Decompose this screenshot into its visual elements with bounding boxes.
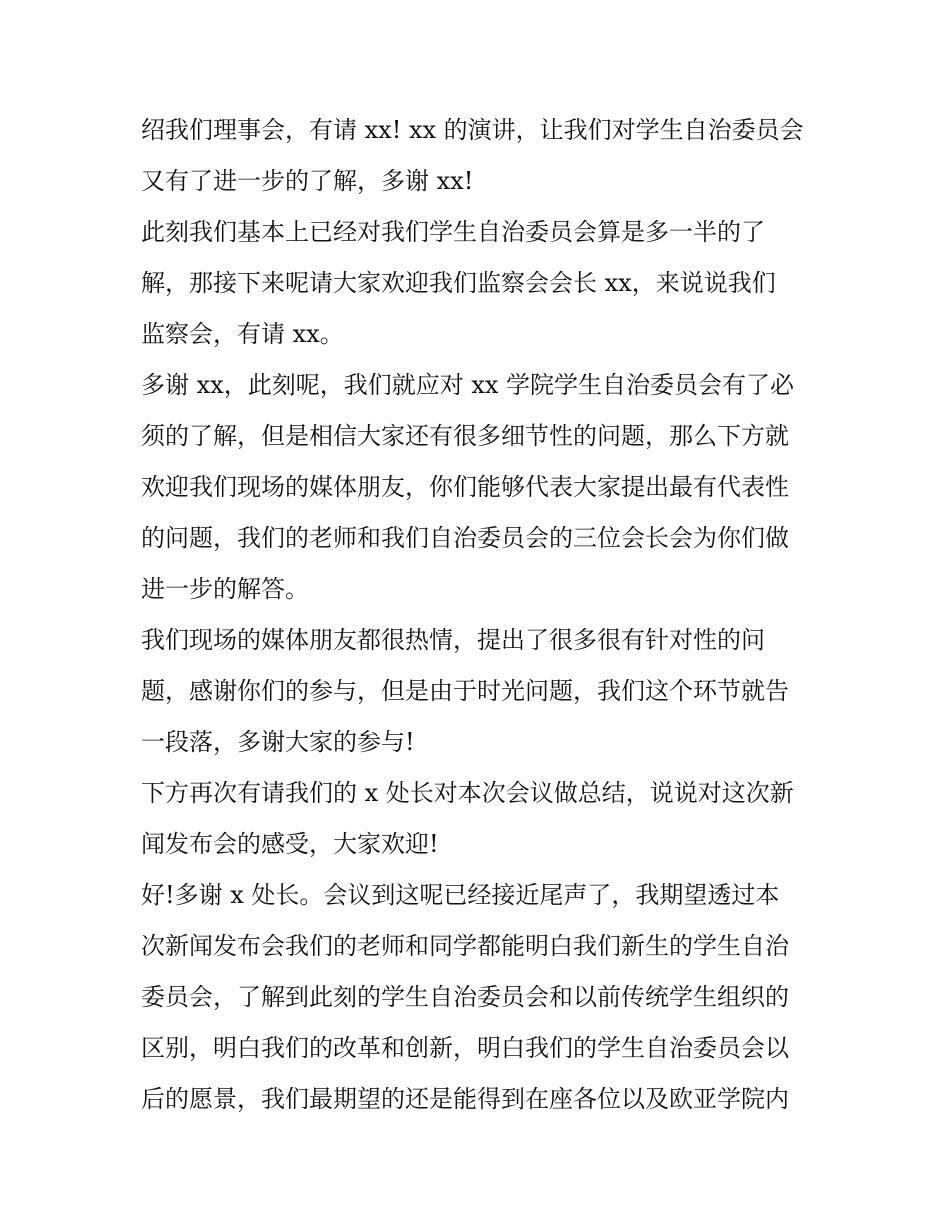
text-line: 区别，明白我们的改革和创新，明白我们的学生自治委员会以: [141, 1034, 789, 1062]
text-line: 委员会，了解到此刻的学生自治委员会和以前传统学生组织的: [141, 983, 789, 1011]
text-line: 一段落，多谢大家的参与!: [141, 728, 415, 756]
text-line: 的问题，我们的老师和我们自治委员会的三位会长会为你们做: [141, 524, 789, 552]
text-line: 我们现场的媒体朋友都很热情，提出了很多很有针对性的问: [141, 626, 765, 654]
text-line: 好!多谢 x 处长。会议到这呢已经接近尾声了，我期望透过本: [141, 881, 780, 909]
text-line: 次新闻发布会我们的老师和同学都能明白我们新生的学生自治: [141, 932, 789, 960]
text-line: 须的了解，但是相信大家还有很多细节性的问题，那么下方就: [141, 422, 789, 450]
text-line: 进一步的解答。: [141, 575, 309, 603]
text-line: 后的愿景，我们最期望的还是能得到在座各位以及欧亚学院内: [141, 1085, 789, 1113]
text-line: 又有了进一步的了解，多谢 xx!: [141, 167, 474, 195]
text-line: 下方再次有请我们的 x 处长对本次会议做总结，说说对这次新: [141, 779, 794, 807]
text-line: 解，那接下来呢请大家欢迎我们监察会会长 xx，来说说我们: [141, 269, 776, 297]
text-line: 多谢 xx，此刻呢，我们就应对 xx 学院学生自治委员会有了必: [141, 371, 795, 399]
document-body: [141, 105, 821, 1125]
text-line: 闻发布会的感受，大家欢迎!: [141, 830, 439, 858]
text-line: 监察会，有请 xx。: [141, 320, 344, 348]
text-line: 题，感谢你们的参与，但是由于时光问题，我们这个环节就告: [141, 677, 789, 705]
text-line: 绍我们理事会，有请 xx! xx 的演讲，让我们对学生自治委员会: [141, 116, 804, 144]
text-line: 此刻我们基本上已经对我们学生自治委员会算是多一半的了: [141, 218, 765, 246]
text-line: 欢迎我们现场的媒体朋友，你们能够代表大家提出最有代表性: [141, 473, 789, 501]
